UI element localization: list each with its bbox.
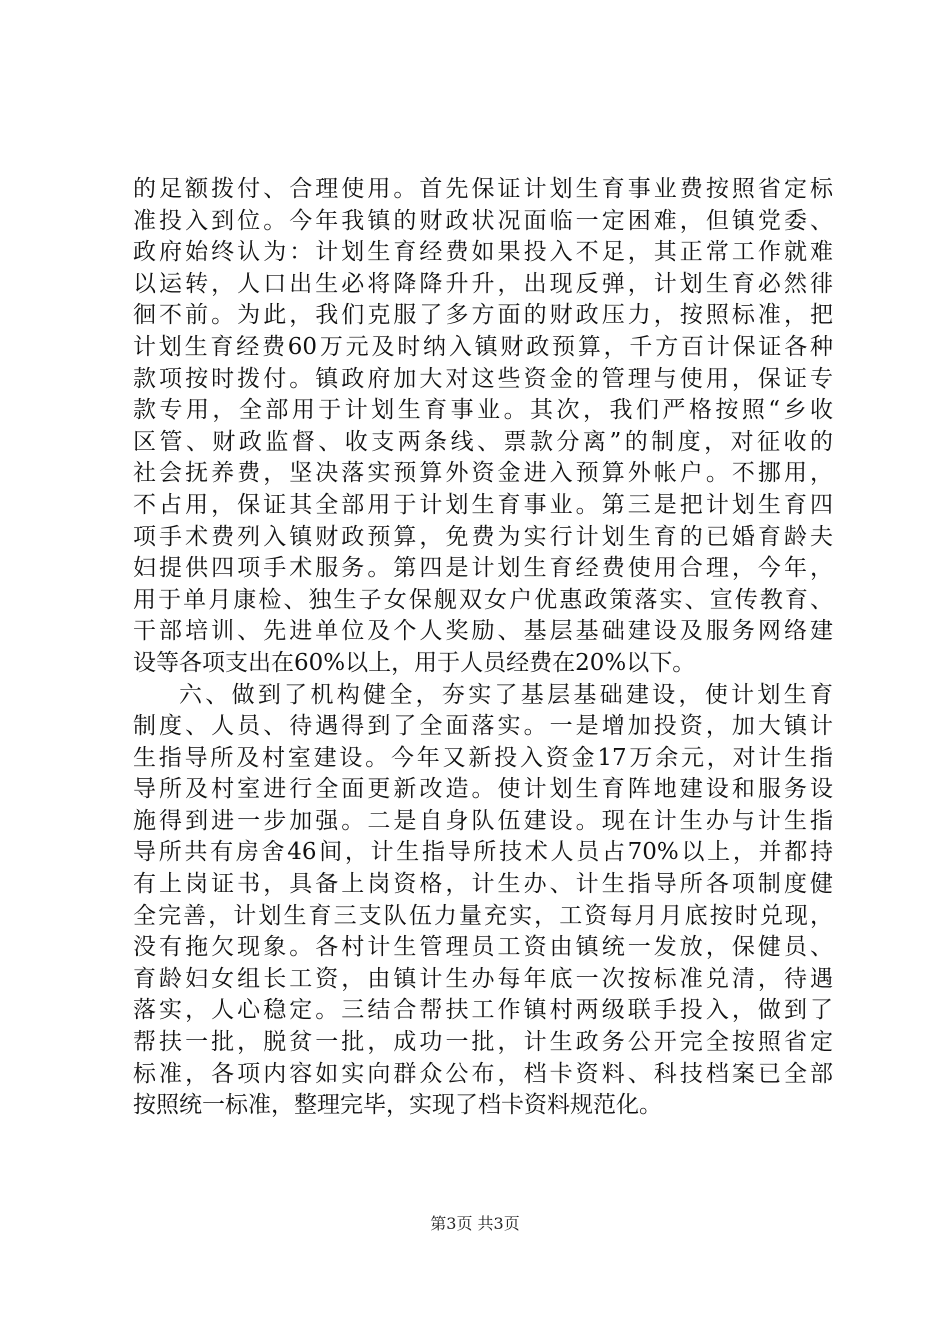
page-number-label: 第3页 共3页: [430, 1214, 520, 1233]
text-line: 六、做到了机构健全，夯实了基层基础建设，使计划生育: [179, 681, 833, 708]
page-footer: [0, 1213, 950, 1235]
text-line: 帮扶一批，脱贫一批，成功一批，计生政务公开完全按照省定: [133, 1029, 833, 1056]
text-line: 有上岗证书，具备上岗资格，计生办、计生指导所各项制度健: [133, 871, 833, 898]
text-line: 妇提供四项手术服务。第四是计划生育经费使用合理，今年，: [133, 555, 833, 582]
text-line: 区管、财政监督、收支两条线、票款分离”的制度，对征收的: [133, 428, 833, 455]
text-line: 款专用，全部用于计划生育事业。其次，我们严格按照“乡收: [133, 397, 833, 424]
text-line: 干部培训、先进单位及个人奖励、基层基础建设及服务网络建: [133, 618, 833, 645]
text-line: 计划生育经费60万元及时纳入镇财政预算，千方百计保证各种: [133, 333, 833, 360]
text-line: 设等各项支出在60%以上，用于人员经费在20%以下。: [133, 649, 696, 676]
text-line: 徊不前。为此，我们克服了多方面的财政压力，按照标准，把: [133, 302, 833, 329]
text-line: 的足额拨付、合理使用。首先保证计划生育事业费按照省定标: [133, 176, 833, 202]
paragraph-1: [133, 174, 833, 680]
text-line: 标准，各项内容如实向群众公布，档卡资料、科技档案已全部: [133, 1060, 833, 1087]
text-line: 全完善，计划生育三支队伍力量充实，工资每月月底按时兑现，: [133, 902, 833, 929]
text-line: 款项按时拨付。镇政府加大对这些资金的管理与使用，保证专: [133, 365, 833, 392]
text-line: 没有拖欠现象。各村计生管理员工资由镇统一发放，保健员、: [133, 934, 833, 961]
text-line: 导所共有房舍46间，计生指导所技术人员占70%以上，并都持: [133, 839, 833, 866]
paragraph-2: [133, 680, 833, 1122]
text-line: 制度、人员、待遇得到了全面落实。一是增加投资，加大镇计: [133, 713, 833, 740]
text-line: 生指导所及村室建设。今年又新投入资金17万余元，对计生指: [133, 744, 833, 771]
text-line: 准投入到位。今年我镇的财政状况面临一定困难，但镇党委、: [133, 207, 833, 234]
text-line: 用于单月康检、独生子女保舰双女户优惠政策落实、宣传教育、: [133, 586, 833, 613]
text-line: 导所及村室进行全面更新改造。使计划生育阵地建设和服务设: [133, 776, 833, 803]
text-line: 项手术费列入镇财政预算，免费为实行计划生育的已婚育龄夫: [133, 523, 833, 550]
text-line: 育龄妇女组长工资，由镇计生办每年底一次按标准兑清，待遇: [133, 965, 833, 992]
text-line: 施得到进一步加强。二是自身队伍建设。现在计生办与计生指: [133, 807, 833, 834]
body-text: [133, 174, 833, 1122]
text-line: 按照统一标准，整理完毕，实现了档卡资料规范化。: [133, 1092, 662, 1119]
text-line: 落实，人心稳定。三结合帮扶工作镇村两级联手投入，做到了: [133, 997, 833, 1024]
text-line: 社会抚养费，坚决落实预算外资金进入预算外帐户。不挪用，: [133, 460, 833, 487]
text-line: 不占用，保证其全部用于计划生育事业。第三是把计划生育四: [133, 491, 833, 518]
text-line: 以运转，人口出生必将降降升升，出现反弹，计划生育必然徘: [133, 270, 833, 297]
text-line: 政府始终认为：计划生育经费如果投入不足，其正常工作就难: [133, 239, 833, 266]
